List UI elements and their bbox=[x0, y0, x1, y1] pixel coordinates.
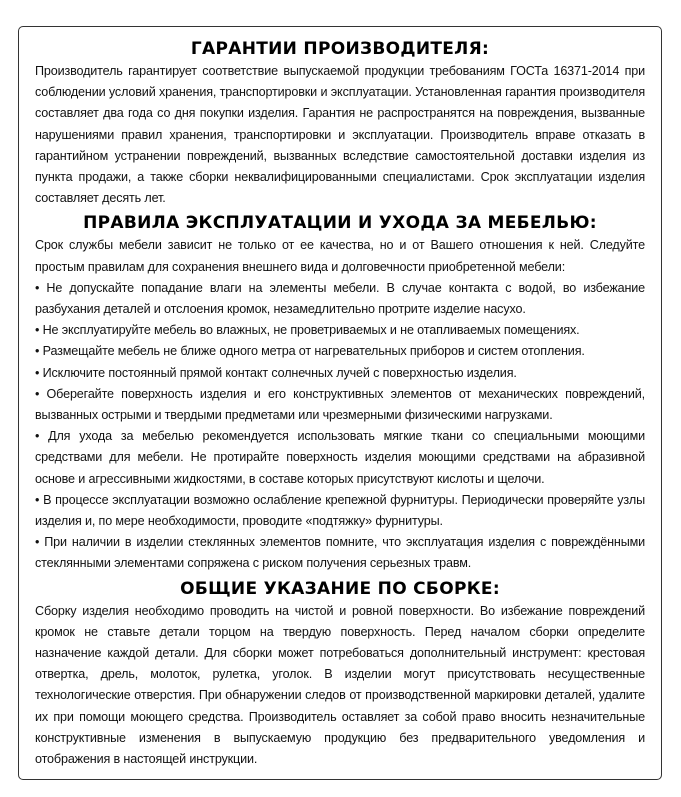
care-rule: • Не эксплуатируйте мебель во влажных, не проветриваемых и не отапливаемых помещениях. bbox=[35, 323, 580, 338]
care-intro: Срок службы мебели зависит не только от ее качества, но и от Вашего отношения к ней. Следуйте простым правилам для сохранения внешнего вида и долговечности приобретенной мебели: bbox=[35, 238, 645, 274]
assembly-heading: ОБЩИЕ УКАЗАНИЕ ПО СБОРКЕ: bbox=[180, 578, 500, 599]
warranty-heading: ГАРАНТИИ ПРОИЗВОДИТЕЛЯ: bbox=[190, 39, 490, 59]
care-rule: • При наличии в изделии стеклянных элементов помните, что эксплуатация изделия с повреждёнными стеклянными элементами сопряжена с риском получения серьезных травм. bbox=[35, 535, 645, 571]
care-rule: • Размещайте мебель не ближе одного метра от нагревательных приборов и систем отопления. bbox=[35, 344, 585, 359]
care-rule: • Не допускайте попадание влаги на элементы мебели. В случае контакта с водой, во избежание разбухания деталей и отслоения кромок, незамедлительно протрите изделие насухо. bbox=[35, 280, 645, 317]
care-rule: • Исключите постоянный прямой контакт солнечных лучей с поверхностью изделия. bbox=[35, 365, 517, 380]
care-heading: ПРАВИЛА ЭКСПЛУАТАЦИИ И УХОДА ЗА МЕБЕЛЬЮ: bbox=[83, 213, 597, 234]
care-rule: • Оберегайте поверхность изделия и его конструктивных элементов от механических повреждений, вызванных острыми и твердыми предметами или чрезмерными физическими нагрузками. bbox=[35, 386, 645, 423]
assembly-section bbox=[35, 577, 645, 771]
care-section bbox=[35, 211, 645, 574]
assembly-text: Сборку изделия необходимо проводить на чистой и ровной поверхности. Во избежание повреждений кромок не ставьте детали торцом на твердую поверхность. Перед началом сборки определите назначение каждой детали. Для сборки может потребоваться дополнительный инструмент: крестовая отвертка, дрель, молоток, рулетка, уголок. В изделии могут присутствовать несущественные технологические отверстия. При обнаружении следов от производственной маркировки деталей, удалите их при помощи моющего средства. Производитель оставляет за собой право вносить незначительные конструктивные изменения в выпускаемую продукцию без предварительного уведомления и отображения в настоящей инструкции. bbox=[35, 603, 645, 767]
care-rule: • В процессе эксплуатации возможно ослабление крепежной фурнитуры. Периодически проверяйте узлы изделия и, по мере необходимости, проводите «подтяжку» фурнитуры. bbox=[35, 492, 645, 529]
warranty-text: Производитель гарантирует соответствие выпускаемой продукции требованиям ГОСТа 16371-2014 при соблюдении условий хранения, транспортировки и эксплуатации. Установленная гарантия производителя составляет два года со дня покупки изделия. Гарантия не распространятся на повреждения, вызванные нарушениями правил хранения, транспортировки и эксплуатации. Производитель вправе отказать в гарантийном устранении повреждений, вызванных вследствие самостоятельной доставки изделия из пункта продажи, а также сборки неквалифицированными специалистами. Срок эксплуатации изделия составляет десять лет. bbox=[35, 64, 645, 206]
document-frame bbox=[18, 26, 662, 780]
care-rule: • Для ухода за мебелью рекомендуется использовать мягкие ткани со специальными моющими средствами для мебели. Не протирайте поверхность изделия моющими средствами на абразивной основе и агрессивными жидкостями, в составе которых присутствуют кислоты и щелочи. bbox=[35, 429, 645, 486]
warranty-section bbox=[35, 37, 645, 209]
